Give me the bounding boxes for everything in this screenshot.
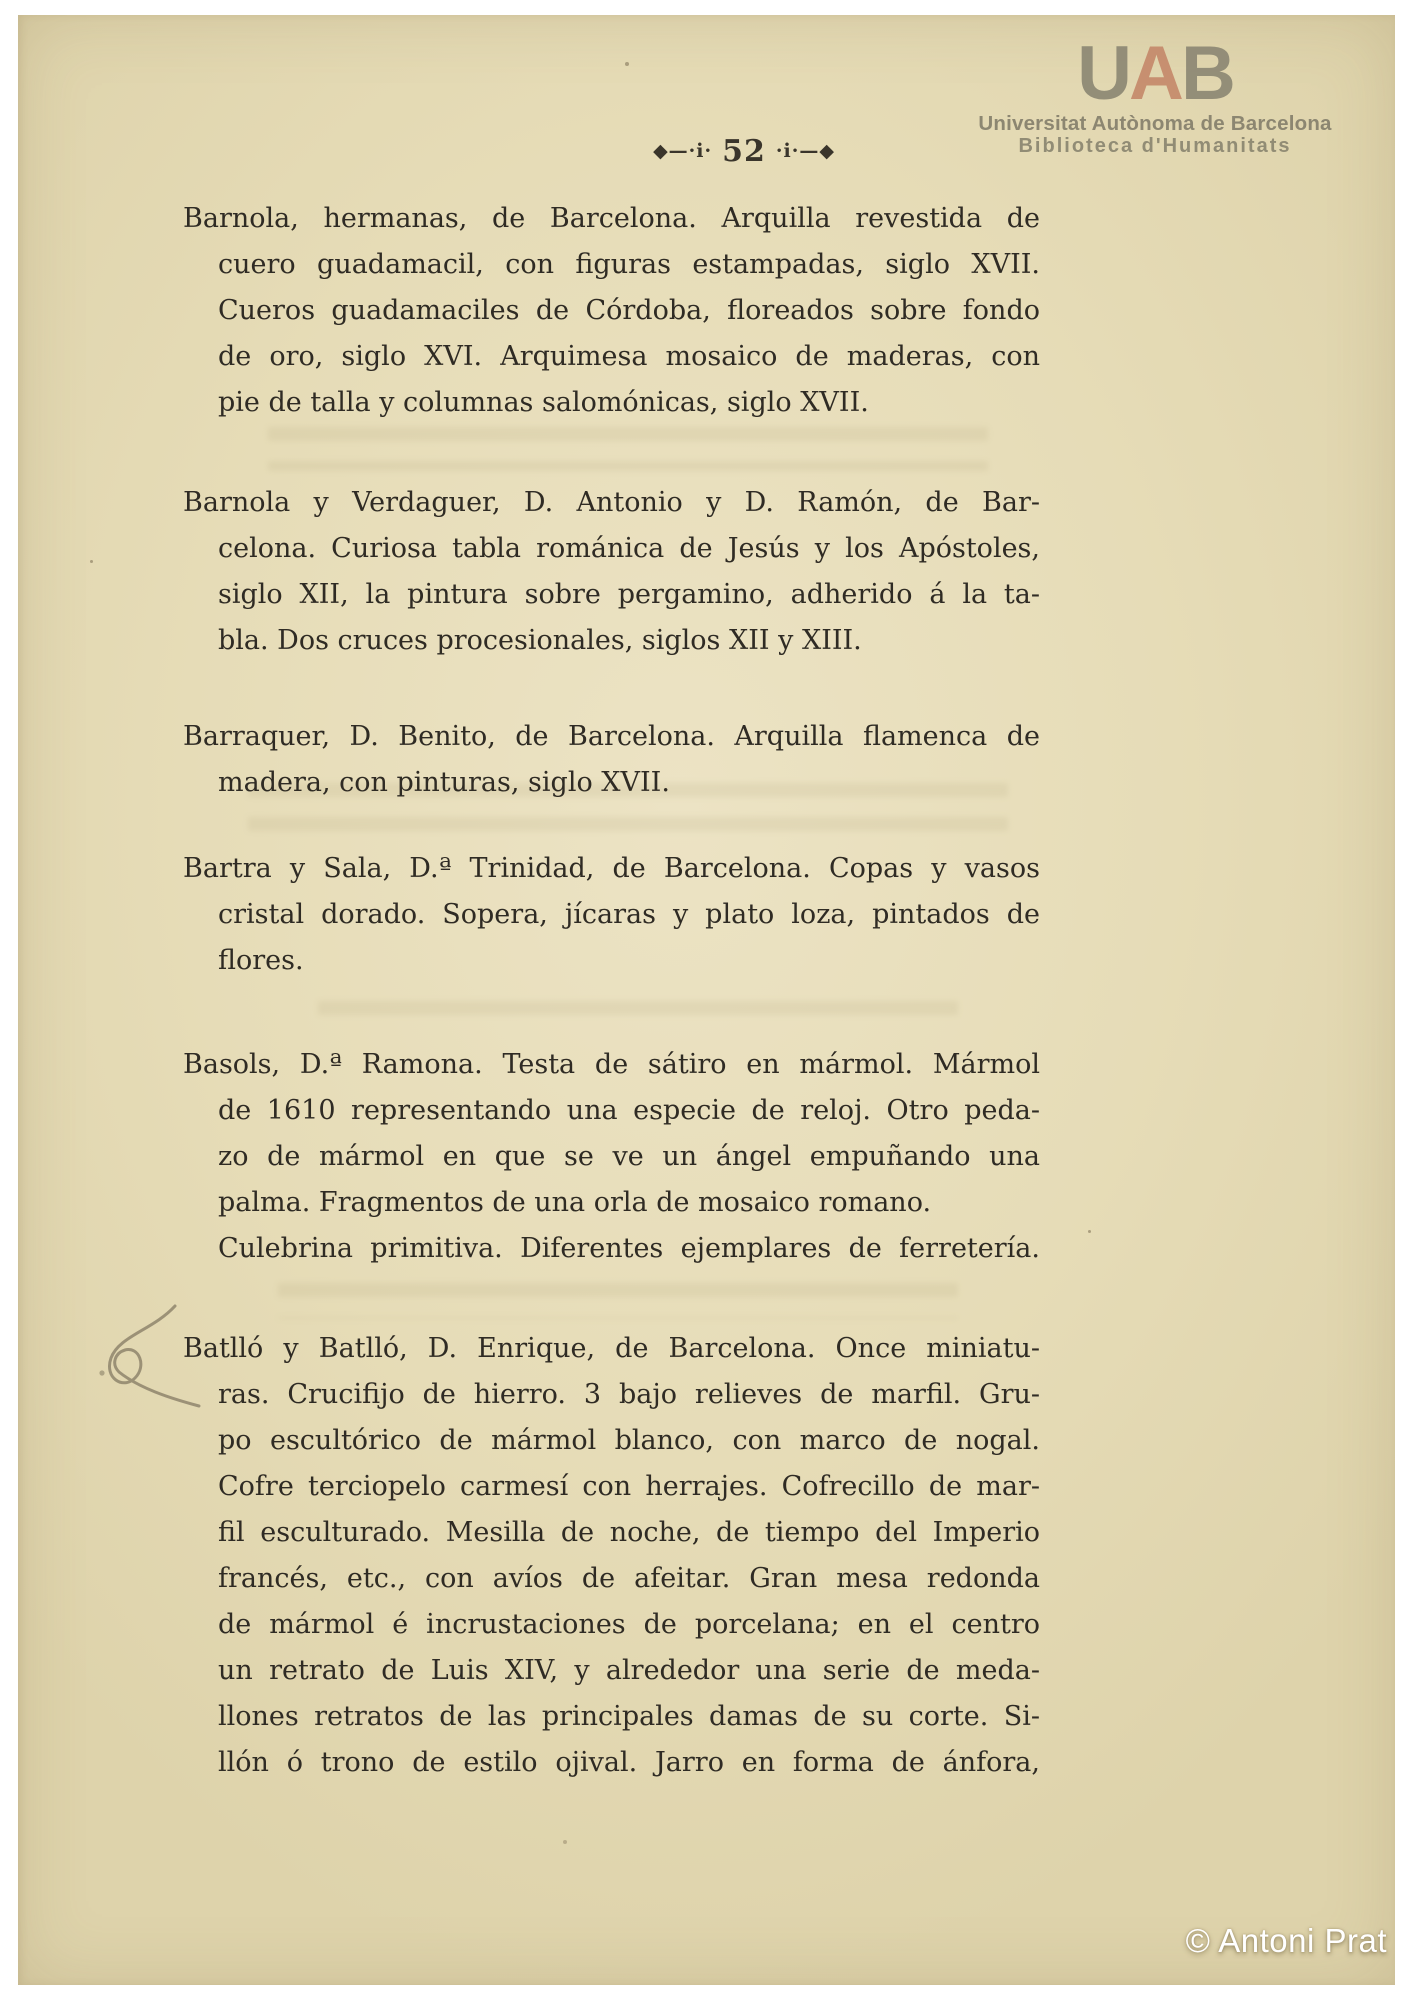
text-line: llón ó trono de estilo ojival. Jarro en forma de ánfora, [218,1747,1040,1778]
uab-logo-letter-a: A [1129,31,1181,116]
text-line: Barnola y Verdaguer, D. Antonio y D. Ramón, de Bar- [183,487,1040,518]
catalog-entry-barnola-verdaguer [183,480,1040,664]
text-line: po escultórico de mármol blanco, con marco de nogal. [218,1425,1040,1456]
text-line: de 1610 representando una especie de reloj. Otro peda- [218,1095,1040,1126]
page-showthrough [318,1001,958,1035]
text-line: pie de talla y columnas salomónicas, siglo XVII. [218,387,869,418]
text-line: palma. Fragmentos de una orla de mosaico romano. [218,1187,932,1218]
text-line: madera, con pinturas, siglo XVII. [218,767,670,798]
page-number: 52 [722,133,766,169]
text-line: francés, etc., con avíos de afeitar. Gran mesa redonda [218,1563,1040,1594]
text-line: ras. Crucifijo de hierro. 3 bajo relieves de marfil. Gru- [218,1379,1040,1410]
catalog-entry-basols [183,1042,1040,1272]
paper-speck [1088,1230,1091,1233]
uab-logo [950,31,1360,116]
text-line: Cueros guadamaciles de Córdoba, floreados sobre fondo [218,295,1040,326]
text-line: celona. Curiosa tabla románica de Jesús y los Apóstoles, [218,533,1040,564]
paper-speck [563,1840,567,1844]
stamp-university-name: Universitat Autònoma de Barcelona [978,112,1332,135]
text-line: Culebrina primitiva. Diferentes ejemplares de ferretería. [218,1233,1040,1264]
text-line: zo de mármol en que se ve un ángel empuñando una [218,1141,1040,1172]
pencil-dot [99,1370,104,1375]
text-line: cuero guadamacil, con figuras estampadas, siglo XVII. [218,249,1040,280]
catalog-entry-batllo [183,1326,1040,1786]
text-line: Cofre terciopelo carmesí con herrajes. Cofrecillo de mar- [218,1471,1040,1502]
catalog-entry-bartra-sala [183,846,1040,984]
text-line: flores. [218,945,304,976]
ornament-left-icon: ◆—·i· [653,140,713,162]
catalog-entry-barraquer [183,714,1040,806]
stamp-library-name: Biblioteca d'Humanitats [1018,135,1292,157]
copyright-credit: © Antoni Prat [1185,1922,1387,1959]
text-line: de oro, siglo XVI. Arquimesa mosaico de maderas, con [218,341,1040,372]
paper-speck [90,560,93,563]
paper-speck [625,62,629,66]
catalog-entry-barnola-hermanas [183,196,1040,426]
ornament-right-icon: ·i·—◆ [775,140,835,162]
text-line: siglo XII, la pintura sobre pergamino, adherido á la ta- [218,579,1040,610]
text-line: Batlló y Batlló, D. Enrique, de Barcelona. Once miniatu- [183,1333,1040,1364]
page-header [634,130,854,172]
text-line: llones retratos de las principales damas de su corte. Si- [218,1701,1040,1732]
text-line: un retrato de Luis XIV, y alrededor una serie de meda- [218,1655,1040,1686]
text-line: bla. Dos cruces procesionales, siglos XII y XIII. [218,625,862,656]
text-line: Bartra y Sala, D.ª Trinidad, de Barcelona. Copas y vasos [183,853,1040,884]
page-showthrough [278,1283,958,1319]
uab-logo-letter-b: B [1180,31,1233,116]
uab-logo-letter-u: U [1077,31,1130,116]
page-showthrough [268,427,988,471]
text-line: Barraquer, D. Benito, de Barcelona. Arquilla flamenca de [183,721,1040,752]
handwritten-pencil-mark [95,1300,207,1412]
uab-library-stamp [950,31,1360,158]
text-line: Barnola, hermanas, de Barcelona. Arquilla revestida de [183,203,1040,234]
text-line: de mármol é incrustaciones de porcelana; en el centro [218,1609,1040,1640]
text-line: cristal dorado. Sopera, jícaras y plato loza, pintados de [218,899,1040,930]
text-line: fil esculturado. Mesilla de noche, de tiempo del Imperio [218,1517,1040,1548]
text-line: Basols, D.ª Ramona. Testa de sátiro en mármol. Mármol [183,1049,1040,1080]
